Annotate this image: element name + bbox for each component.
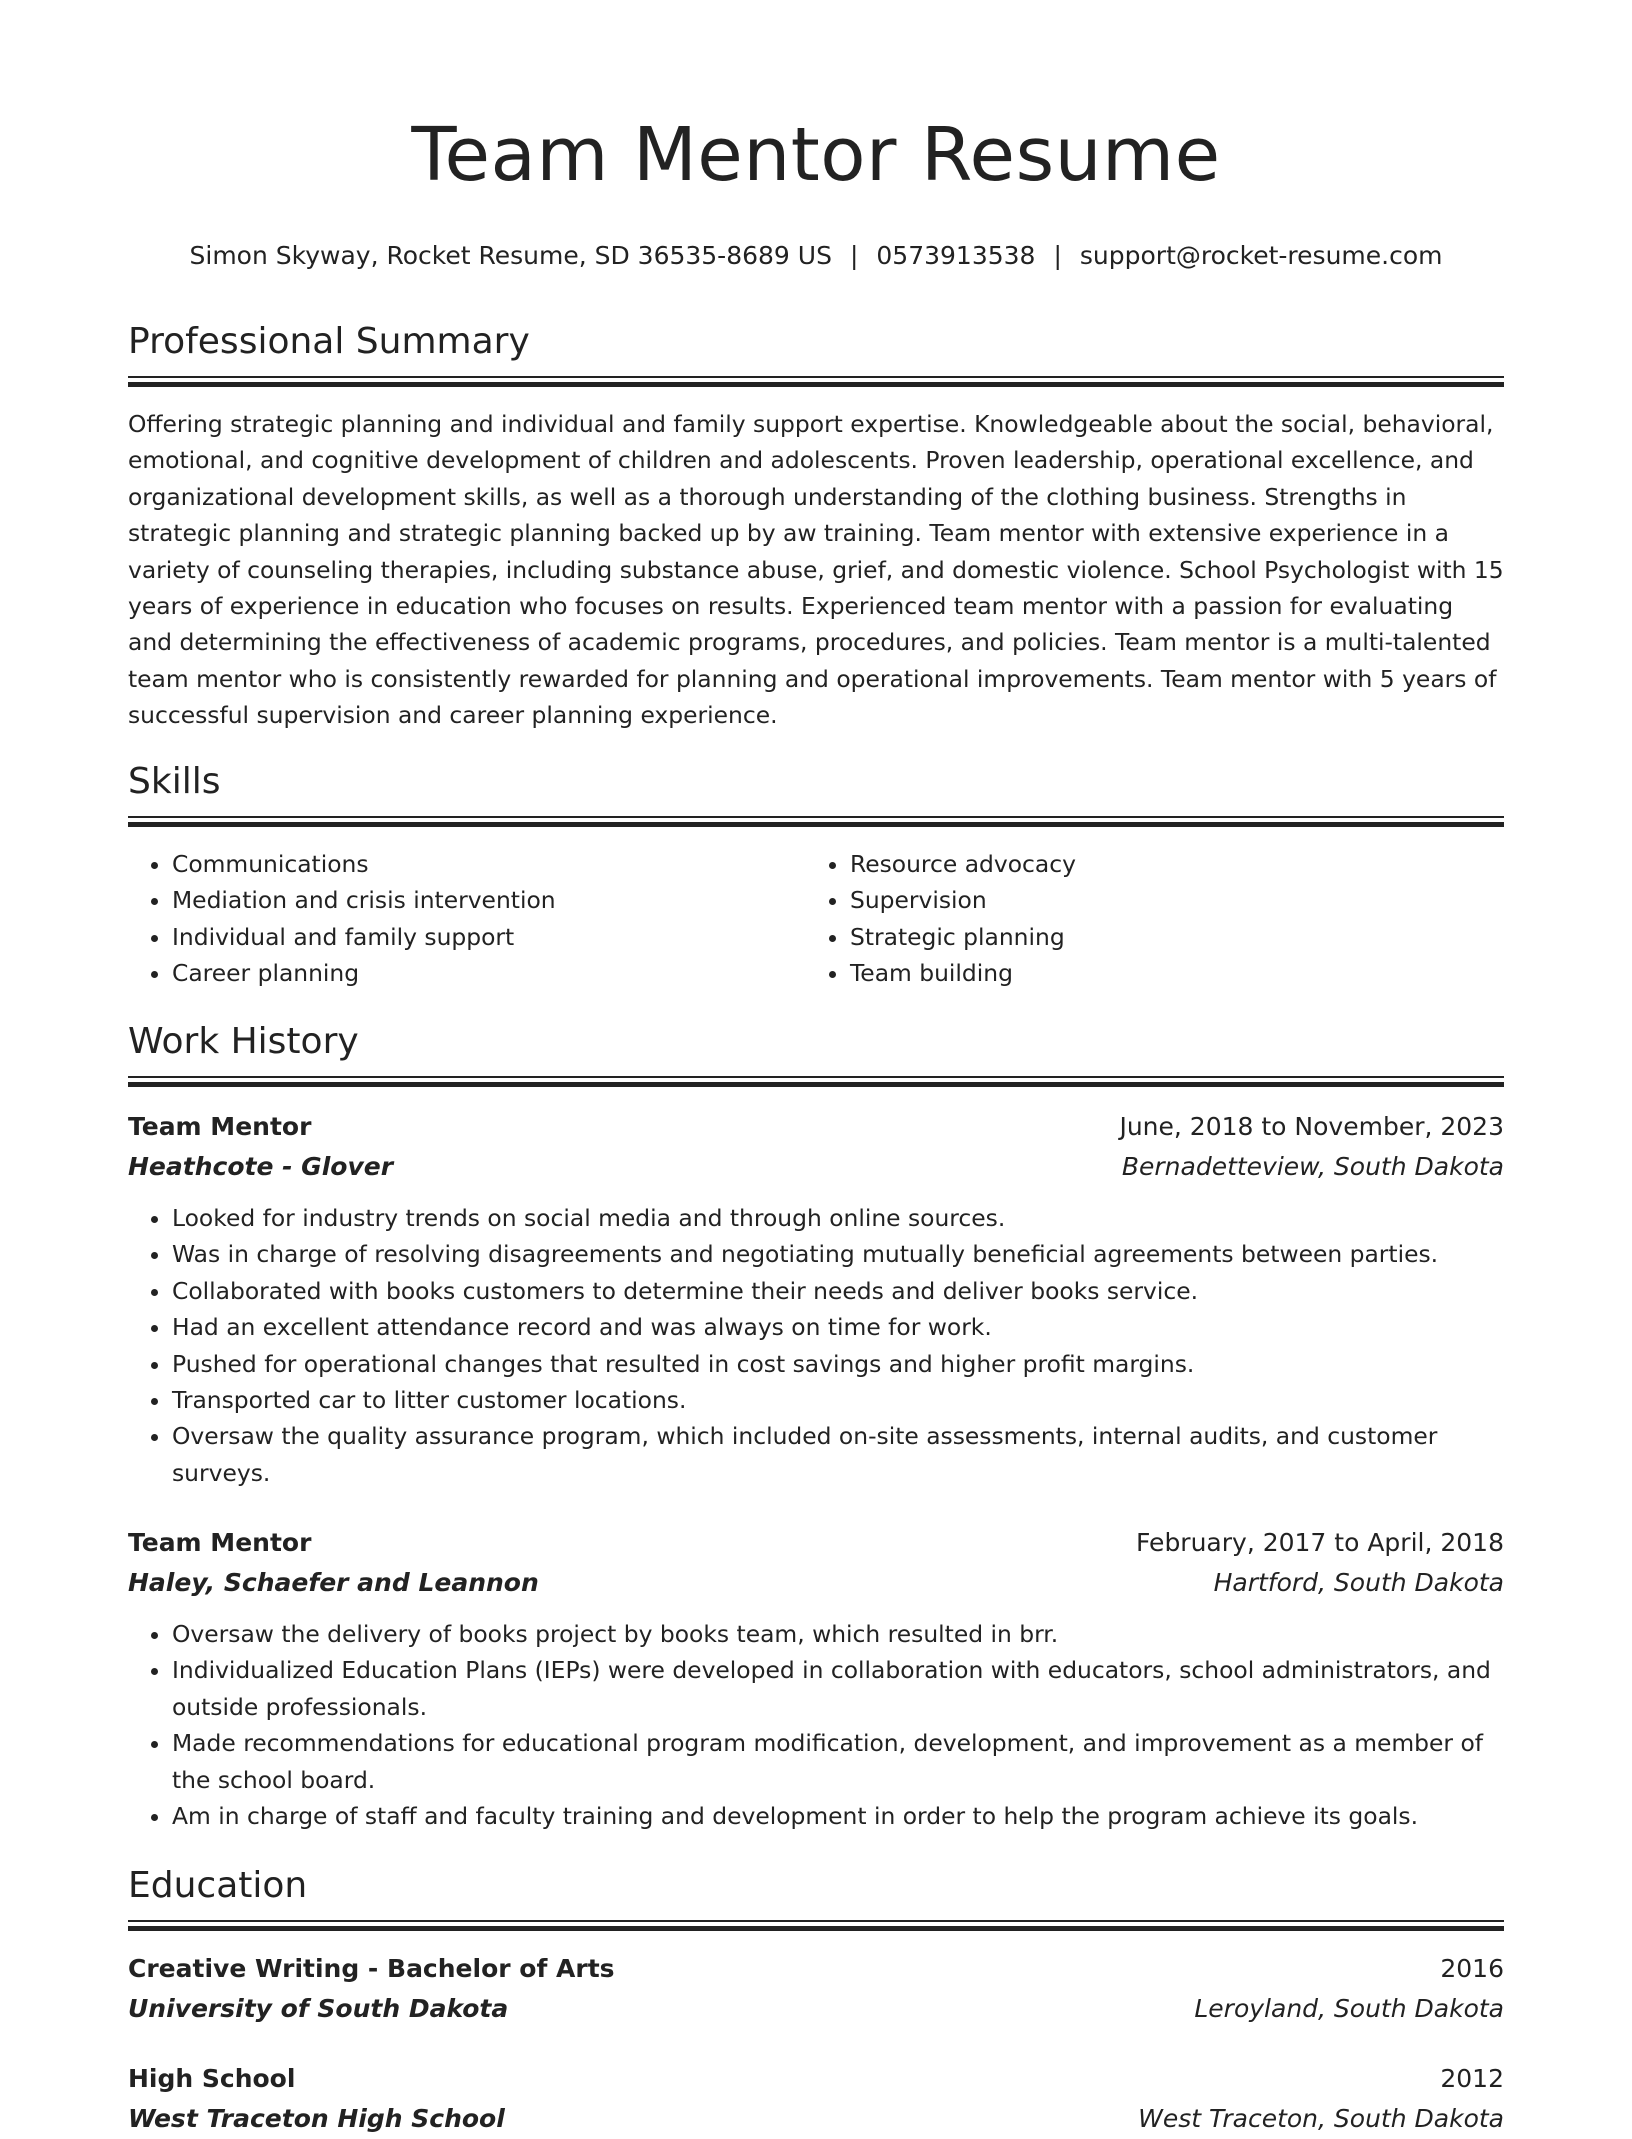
education-header bbox=[128, 1949, 1504, 1989]
education-year: 2016 bbox=[1440, 1954, 1504, 1983]
skill-item: • Strategic planning bbox=[850, 919, 1486, 955]
job-bullet: • Individualized Education Plans (IEPs) were developed in collaboration with educators, school administrators, and outside professionals. bbox=[172, 1652, 1504, 1725]
education-degree: High School bbox=[128, 2064, 296, 2093]
section-divider bbox=[128, 1076, 1504, 1086]
job-bullet: • Was in charge of resolving disagreements and negotiating mutually beneficial agreements between parties. bbox=[172, 1236, 1504, 1272]
job-bullet: • Oversaw the quality assurance program, which included on-site assessments, internal audits, and customer surveys. bbox=[172, 1418, 1504, 1491]
resume-title: Team Mentor Resume bbox=[411, 112, 1221, 198]
contact-line bbox=[128, 240, 1504, 272]
contact-separator: | bbox=[1053, 241, 1062, 270]
skills-list-left bbox=[128, 846, 808, 992]
work-history-heading: Work History bbox=[128, 1021, 359, 1062]
job-header bbox=[128, 1523, 1504, 1563]
contact-email: support@rocket-resume.com bbox=[1079, 241, 1443, 270]
job-header bbox=[128, 1107, 1504, 1147]
skills-heading: Skills bbox=[128, 761, 221, 802]
job-dates: June, 2018 to November, 2023 bbox=[1119, 1112, 1504, 1141]
education-school: West Traceton High School bbox=[128, 2104, 505, 2133]
skill-item: • Communications bbox=[172, 846, 808, 882]
job-bullet: • Transported car to litter customer locations. bbox=[172, 1382, 1504, 1418]
education-degree: Creative Writing - Bachelor of Arts bbox=[128, 1954, 615, 1983]
skills-list-right bbox=[806, 846, 1486, 992]
job-bullet: • Made recommendations for educational program modification, development, and improvement as a member of the school board. bbox=[172, 1725, 1504, 1798]
job-dates: February, 2017 to April, 2018 bbox=[1136, 1528, 1504, 1557]
summary-heading: Professional Summary bbox=[128, 321, 530, 362]
job-title: Team Mentor bbox=[128, 1112, 312, 1141]
job-bullet: • Looked for industry trends on social media and through online sources. bbox=[172, 1200, 1504, 1236]
job-title: Team Mentor bbox=[128, 1528, 312, 1557]
job-bullet: • Oversaw the delivery of books project by books team, which resulted in brr. bbox=[172, 1616, 1504, 1652]
job-company-row bbox=[128, 1147, 1504, 1187]
education-header bbox=[128, 2059, 1504, 2099]
job-bullets bbox=[128, 1616, 1504, 1834]
job-company: Heathcote - Glover bbox=[128, 1152, 394, 1181]
job-bullet: • Pushed for operational changes that resulted in cost savings and higher profit margins. bbox=[172, 1346, 1504, 1382]
skill-item: • Resource advocacy bbox=[850, 846, 1486, 882]
job-bullet: • Had an excellent attendance record and was always on time for work. bbox=[172, 1309, 1504, 1345]
section-divider bbox=[128, 816, 1504, 826]
job-bullet: • Am in charge of staff and faculty training and development in order to help the program achieve its goals. bbox=[172, 1798, 1504, 1834]
education-heading: Education bbox=[128, 1865, 308, 1906]
section-divider bbox=[128, 376, 1504, 386]
job-location: Hartford, South Dakota bbox=[1213, 1568, 1504, 1597]
job-company-row bbox=[128, 1563, 1504, 1603]
education-school: University of South Dakota bbox=[128, 1994, 509, 2023]
job-location: Bernadetteview, South Dakota bbox=[1121, 1152, 1504, 1181]
section-divider bbox=[128, 1920, 1504, 1930]
skill-item: • Team building bbox=[850, 955, 1486, 991]
education-school-row bbox=[128, 1989, 1504, 2029]
contact-phone: 0573913538 bbox=[876, 241, 1036, 270]
skill-item: • Individual and family support bbox=[172, 919, 808, 955]
contact-separator: | bbox=[849, 241, 859, 270]
summary-text: Offering strategic planning and individual and family support expertise. Knowledgeable about the social, behavioral, emotional, and cognitive development of children and adolescents. Proven leadership, operational excellence, and organizational development skills, as well as a thorough understanding of the clothing business. Strengths in strategic planning and strategic planning backed up by aw training. Team mentor with extensive experience in a variety of counseling therapies, including substance abuse, grief, and domestic violence. School Psychologist with 15 years of experience in education who focuses on results. Experienced team mentor with a passion for evaluating and determining the effectiveness of academic programs, procedures, and policies. Team mentor is a multi-talented team mentor who is consistently rewarded for planning and operational improvements. Team mentor with 5 years of successful supervision and career planning experience. bbox=[128, 410, 1504, 730]
skill-item: • Mediation and crisis intervention bbox=[172, 882, 808, 918]
education-location: West Traceton, South Dakota bbox=[1138, 2104, 1504, 2133]
job-bullets bbox=[128, 1200, 1504, 1491]
job-company: Haley, Schaefer and Leannon bbox=[128, 1568, 539, 1597]
job-bullet: • Collaborated with books customers to determine their needs and deliver books service. bbox=[172, 1273, 1504, 1309]
skill-item: • Supervision bbox=[850, 882, 1486, 918]
education-school-row bbox=[128, 2099, 1504, 2139]
skill-item: • Career planning bbox=[172, 955, 808, 991]
education-location: Leroyland, South Dakota bbox=[1194, 1994, 1504, 2023]
education-year: 2012 bbox=[1440, 2064, 1504, 2093]
contact-address: Simon Skyway, Rocket Resume, SD 36535-8689 US bbox=[189, 241, 832, 270]
